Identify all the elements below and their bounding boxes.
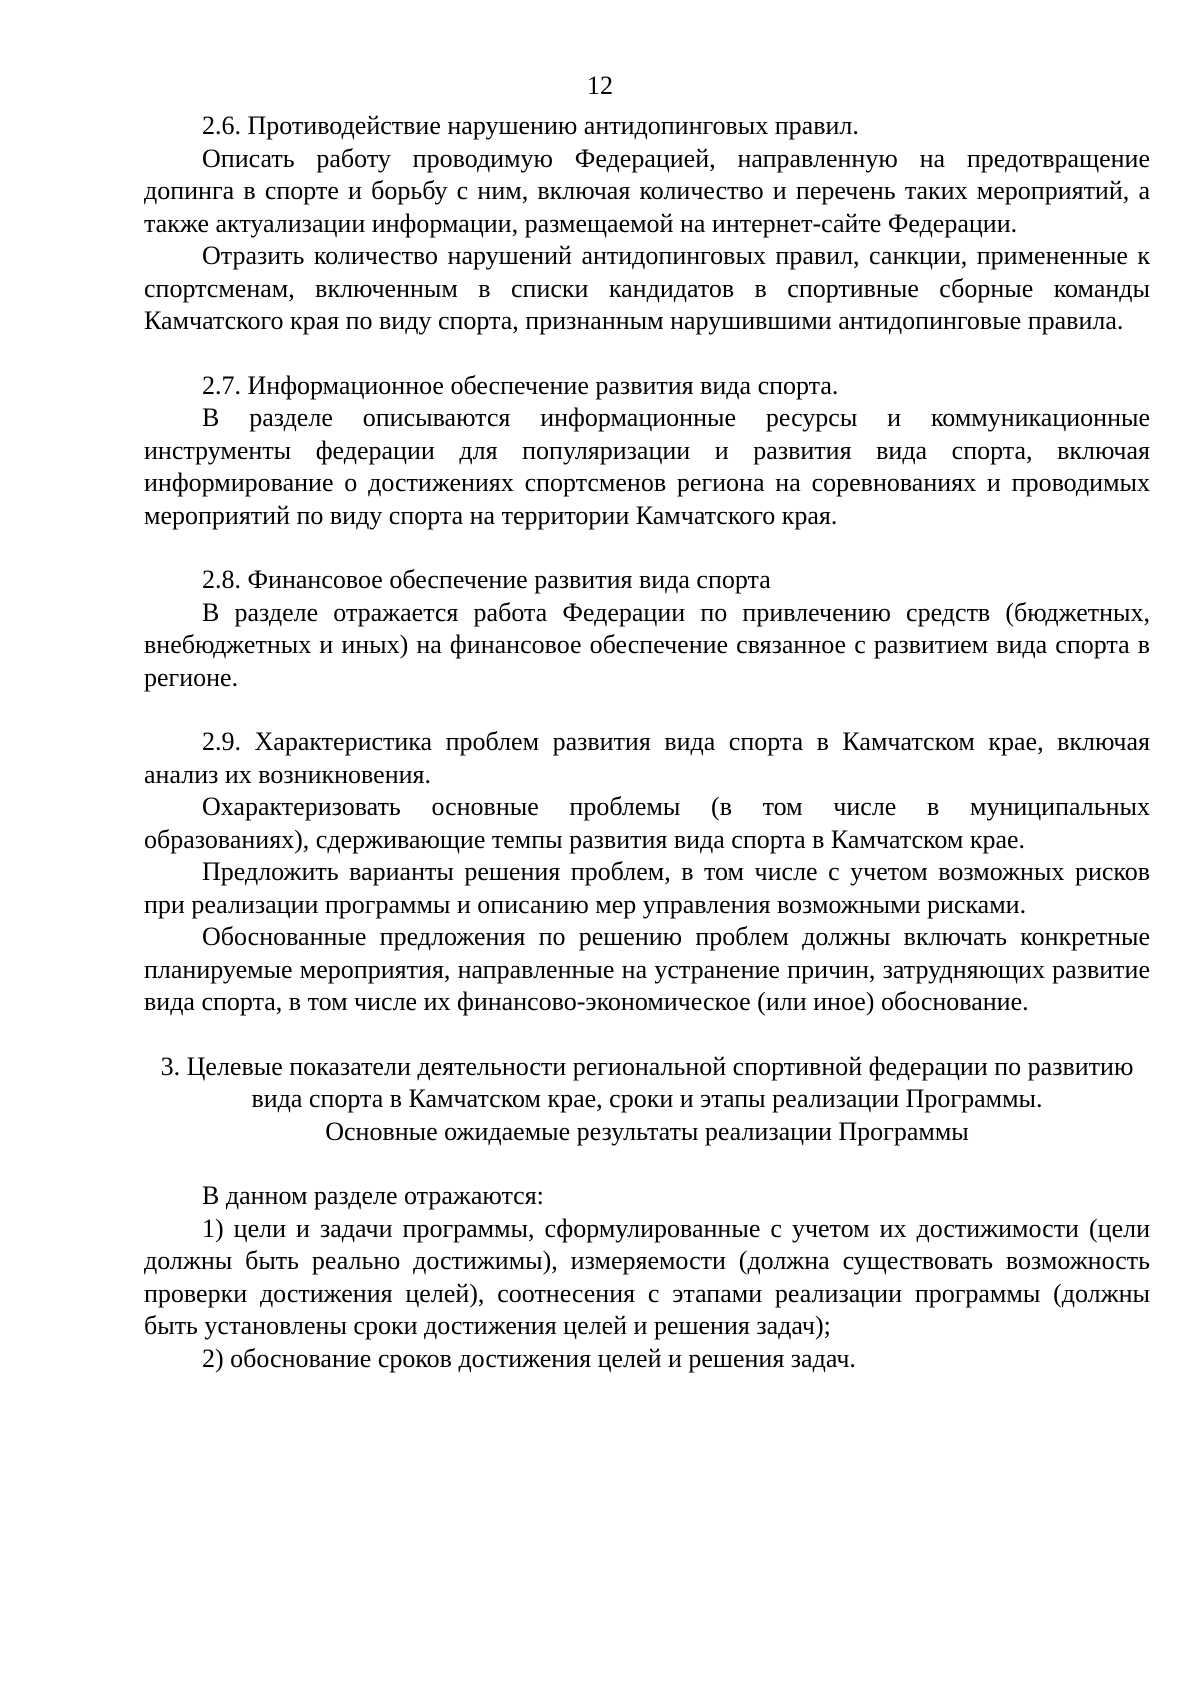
paragraph-gap — [144, 532, 1150, 564]
paragraph: Описать работу проводимую Федерацией, направленную на предотвращение допинга в спорте и борьбу с ним, включая количество и перечень таких мероприятий, а также актуализации информации, размещаемой на интернет-сайте Федерации. — [144, 143, 1150, 238]
paragraph-gap — [144, 1019, 1150, 1051]
paragraph: Отразить количество нарушений антидопинговых правил, санкции, примененные к спортсменам, включенным в списки кандидатов в спортивные сборные команды Камчатского края по виду спорта, признанным нарушившими антидопинговые правила. — [144, 241, 1150, 335]
paragraph: В разделе отражается работа Федерации по привлечению средств (бюджетных, внебюджетных и иных) на финансовое обеспечение связанное с развитием вида спорта в регионе. — [144, 597, 1150, 692]
paragraph-gap — [144, 338, 1150, 370]
section-title: Основные ожидаемые результаты реализации Программы — [325, 1116, 969, 1146]
paragraph-gap — [144, 1148, 1150, 1180]
section-heading: 2) обоснование сроков достижения целей и решения задач. — [202, 1343, 856, 1373]
paragraph: Предложить варианты решения проблем, в том числе с учетом возможных рисков при реализации программы и описанию мер управления возможными рисками. — [144, 857, 1150, 919]
document-body — [144, 110, 1150, 1375]
paragraph: Охарактеризовать основные проблемы (в том числе в муниципальных образованиях), сдерживающие темпы развития вида спорта в Камчатском крае. — [144, 792, 1150, 854]
section-heading: 2.8. Финансовое обеспечение развития вида спорта — [202, 565, 771, 594]
section-title: 3. Целевые показатели деятельности региональной спортивной федерации по развитию вида спорта в Камчатском крае, сроки и этапы реализации Программы. — [160, 1051, 1134, 1113]
page-number: 12 — [587, 71, 613, 100]
paragraph: 2.9. Характеристика проблем развития вида спорта в Камчатском крае, включая анализ их возникновения. — [144, 727, 1150, 789]
paragraph: В разделе описываются информационные ресурсы и коммуникационные инструменты федерации для популяризации и развития вида спорта, включая информирование о достижениях спортсменов региона на соревнованиях и проводимых мероприятий по виду спорта на территории Камчатского края. — [144, 403, 1150, 530]
section-heading: 2.6. Противодействие нарушению антидопинговых правил. — [202, 111, 859, 140]
paragraph: Обоснованные предложения по решению проблем должны включать конкретные планируемые мероприятия, направленные на устранение причин, затрудняющих развитие вида спорта, в том числе их финансово-экономическое (или иное) обоснование. — [144, 922, 1150, 1016]
section-heading: В данном разделе отражаются: — [202, 1181, 544, 1210]
paragraph: 1) цели и задачи программы, сформулированные с учетом их достижимости (цели должны быть реально достижимы), измеряемости (должна существовать возможность проверки достижения целей), соотнесения с этапами реализации программы (должны быть установлены сроки достижения целей и решения задач); — [144, 1213, 1150, 1340]
paragraph-gap — [144, 694, 1150, 726]
section-heading: 2.7. Информационное обеспечение развития вида спорта. — [202, 370, 839, 400]
